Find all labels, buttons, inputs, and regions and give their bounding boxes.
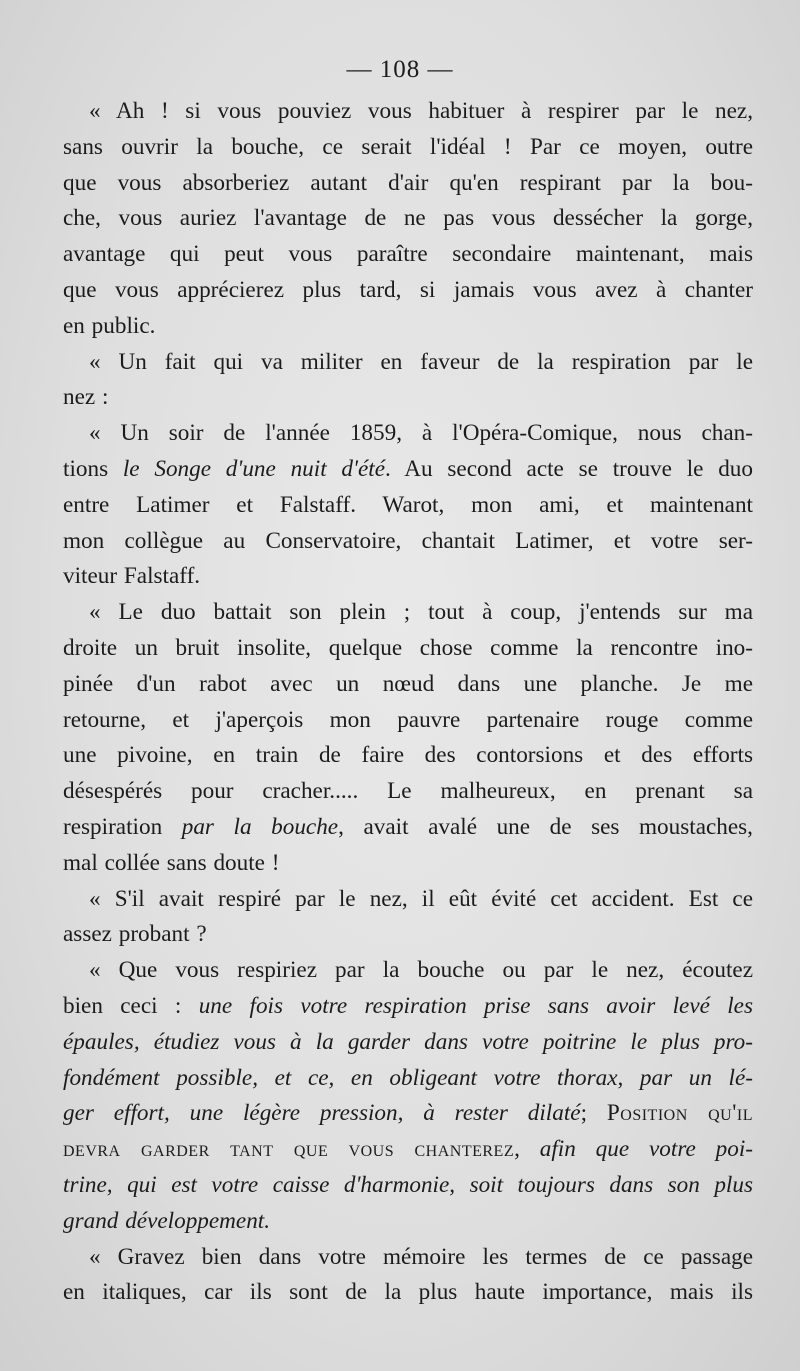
text-line: nez : (63, 384, 109, 411)
text-segment: bien ceci : (63, 992, 199, 1019)
italic-segment: trine, qui est votre caisse d'harmonie, soit toujours dans son plus (63, 1171, 753, 1198)
text-line: « Ah ! si vous pouviez vous habituer à respirer par le nez, (89, 98, 753, 124)
italic-segment: épaules, étudiez vous à la garder dans votre poitrine le plus pro- (63, 1028, 753, 1055)
text-line (63, 989, 753, 1025)
text-line: « Gravez bien dans votre mémoire les termes de ce passage (89, 1243, 753, 1270)
text-segment: tions (63, 455, 123, 482)
text-line (63, 810, 753, 846)
text-line: che, vous auriez l'avantage de ne pas vous dessécher la gorge, (63, 205, 753, 232)
text-line (63, 1096, 753, 1132)
text-line: viteur Falstaff. (63, 563, 201, 590)
text-line: droite un bruit insolite, quelque chose comme la rencontre ino- (63, 634, 753, 661)
italic-segment: afin que votre poi- (539, 1136, 754, 1163)
italic-segment: une fois votre respiration prise sans avoir levé les (198, 992, 753, 1019)
italic-segment: grand développement. (63, 1207, 271, 1234)
text-line: en italiques, car ils sont de la plus haute importance, mais ils (63, 1279, 753, 1306)
text-line: en public. (63, 312, 156, 339)
text-line: « S'il avait respiré par le nez, il eût évité cet accident. Est ce (89, 885, 753, 912)
text-line (63, 1025, 753, 1061)
text-line: entre Latimer et Falstaff. Warot, mon ami, et maintenant (63, 491, 753, 518)
text-line: sans ouvrir la bouche, ce serait l'idéal ! Par ce moyen, outre (63, 133, 753, 160)
text-line: « Le duo battait son plein ; tout à coup, j'entends sur ma (89, 599, 753, 626)
text-line: « Un fait qui va militer en faveur de la respiration par le (89, 348, 753, 375)
text-line: avantage qui peut vous paraître secondaire maintenant, mais (63, 241, 753, 268)
text-line: que vous apprécierez plus tard, si jamais vous avez à chanter (63, 276, 753, 303)
italic-segment: ger effort, une légère pression, à rester dilaté (63, 1100, 581, 1127)
text-segment: ; (580, 1100, 607, 1127)
text-line: « Un soir de l'année 1859, à l'Opéra-Comique, nous chan- (89, 420, 753, 447)
text-line: assez probant ? (63, 921, 207, 948)
text-segment: , (514, 1136, 540, 1163)
text-line: que vous absorberiez autant d'air qu'en respirant par la bou- (63, 169, 753, 196)
text-line (63, 1168, 753, 1204)
text-segment: , avait avalé une de ses moustaches, (338, 813, 753, 840)
italic-segment: par la bouche (181, 813, 339, 840)
small-caps-segment: Position qu'il (606, 1100, 753, 1127)
italic-segment: le Songe d'une nuit d'été (122, 455, 385, 482)
text-line (63, 1132, 753, 1168)
italic-segment: fondément possible, et ce, en obligeant votre thorax, par un lé- (63, 1064, 753, 1091)
body-text (63, 94, 753, 1311)
text-segment: . Au second acte se trouve le duo (385, 455, 753, 482)
text-line: désespérés pour cracher..... Le malheureux, en prenant sa (63, 778, 753, 805)
text-line: mon collègue au Conservatoire, chantait Latimer, et votre ser- (63, 527, 753, 554)
text-line (63, 1204, 753, 1240)
text-line (63, 1061, 753, 1097)
text-line: retourne, et j'aperçois mon pauvre partenaire rouge comme (63, 706, 753, 733)
small-caps-segment: devra garder tant que vous chanterez (63, 1136, 515, 1163)
text-line (63, 452, 753, 488)
text-line: pinée d'un rabot avec un nœud dans une planche. Je me (63, 670, 753, 697)
text-segment: respiration (63, 813, 182, 840)
text-line: une pivoine, en train de faire des contorsions et des efforts (63, 742, 753, 769)
text-line: mal collée sans doute ! (63, 849, 280, 876)
page-number: — 108 — (346, 56, 454, 83)
text-line: « Que vous respiriez par la bouche ou par le nez, écoutez (89, 957, 753, 984)
